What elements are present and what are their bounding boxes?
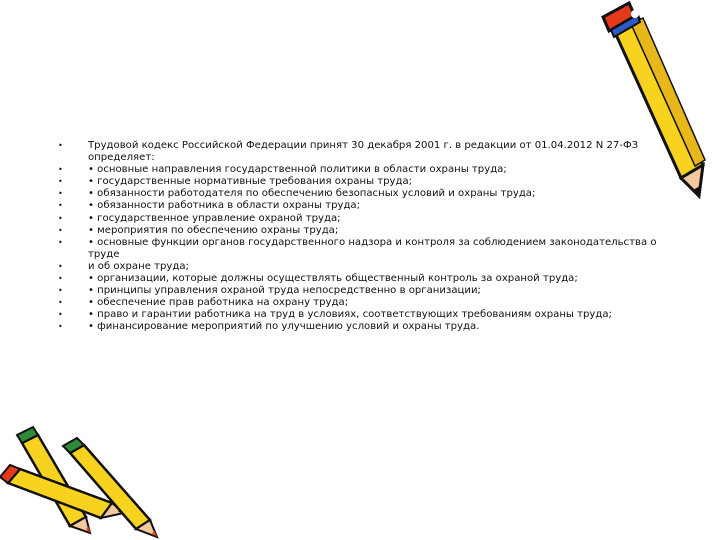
list-item [58, 261, 658, 273]
list-bullet: • [58, 225, 63, 235]
slide-text-block [58, 140, 658, 334]
list-item-text: • основные направления государственной политики в области охраны труда; [88, 164, 507, 176]
list-bullet: • [58, 298, 63, 308]
list-bullet: • [58, 213, 63, 223]
list-item-text: Трудовой кодекс Российской Федерации принят 30 декабря 2001 г. в редакции от 01.04.2012 N 27-ФЗ определяет: [88, 140, 639, 164]
list-bullet: • [58, 141, 63, 150]
list-bullet: • [58, 286, 63, 296]
list-item [58, 273, 658, 285]
list-bullet: • [58, 261, 63, 271]
list-bullet: • [58, 310, 63, 320]
pencils-clipart-bottom-left [0, 425, 165, 540]
list-bullet: • [58, 237, 63, 247]
list-item [58, 188, 658, 200]
list-item-text: • финансирование мероприятий по улучшению условий и охраны труда. [88, 321, 480, 333]
list-bullet: • [58, 322, 63, 332]
list-item-text: • мероприятия по обеспечению охраны труда; [88, 224, 339, 236]
list-bullet: • [58, 201, 63, 211]
list-bullet: • [58, 177, 63, 187]
list-item [58, 225, 658, 237]
list-item [58, 140, 658, 164]
list-item-text: • государственное управление охраной труда; [88, 212, 341, 224]
list-item [58, 164, 658, 176]
list-item [58, 200, 658, 212]
list-item [58, 237, 658, 261]
list-item [58, 297, 658, 309]
list-item [58, 321, 658, 333]
list-bullet: • [58, 274, 63, 284]
list-item-text: • организации, которые должны осуществлять общественный контроль за охраной труда; [88, 273, 578, 285]
list-item-text: • право и гарантии работника на труд в условиях, соответствующих требованиям охраны труда; [88, 309, 612, 321]
list-item-text: и об охране труда; [88, 260, 189, 272]
list-item-text: • обязанности работника в области охраны труда; [88, 200, 361, 212]
list-item-text: • обеспечение прав работника на охрану труда; [88, 297, 349, 309]
list-item [58, 213, 658, 225]
list-item [58, 176, 658, 188]
list-item-text: • принципы управления охраной труда непосредственно в организации; [88, 285, 481, 297]
list-item [58, 309, 658, 321]
list-bullet: • [58, 165, 63, 175]
list-bullet: • [58, 189, 63, 199]
list-item [58, 285, 658, 297]
list-item-text: • государственные нормативные требования охраны труда; [88, 176, 413, 188]
list-item-text: • обязанности работодателя по обеспечению безопасных условий и охраны труда; [88, 188, 536, 200]
list-item-text: • основные функции органов государственного надзора и контроля за соблюдением законодательства о труде [88, 236, 657, 260]
